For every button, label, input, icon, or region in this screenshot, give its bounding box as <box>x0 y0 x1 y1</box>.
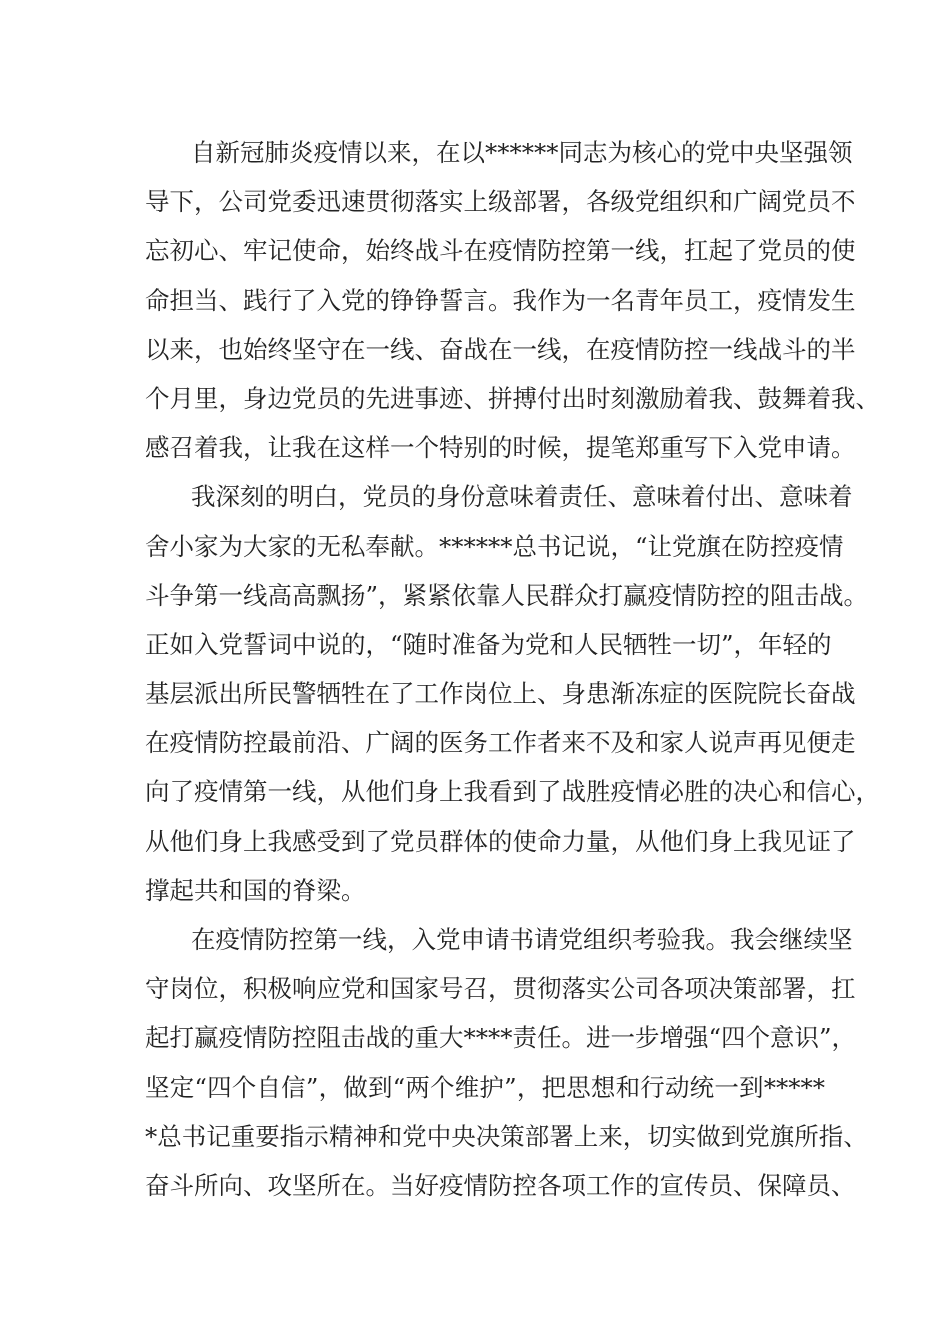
paragraph-2-line-3: 斗争第一线高高飘扬”，紧紧依靠人民群众打赢疫情防控的阻击战。 <box>145 580 869 610</box>
paragraph-1-line-2: 导下，公司党委迅速贯彻落实上级部署，各级党组织和广阔党员不 <box>145 187 856 217</box>
paragraph-3-line-3: 起打赢疫情防控阻击战的重大****责任。进一步增强“四个意识”， <box>145 1023 857 1053</box>
paragraph-2-line-2: 舍小家为大家的无私奉献。******总书记说，“让党旗在防控疫情 <box>145 531 844 561</box>
paragraph-3-line-6: 奋斗所向、攻坚所在。当好疫情防控各项工作的宣传员、保障员、 <box>145 1170 856 1200</box>
paragraph-3-line-5: *总书记重要指示精神和党中央决策部署上来，切实做到党旗所指、 <box>145 1121 868 1151</box>
paragraph-3-line-4: 坚定“四个自信”，做到“两个维护”，把思想和行动统一到***** <box>145 1072 825 1102</box>
paragraph-1-line-5: 以来，也始终坚守在一线、奋战在一线，在疫情防控一线战斗的半 <box>145 334 856 364</box>
paragraph-2-line-7: 向了疫情第一线，从他们身上我看到了战胜疫情必胜的决心和信心， <box>145 777 880 807</box>
paragraph-2-line-4: 正如入党誓词中说的，“随时准备为党和人民牺牲一切”，年轻的 <box>145 629 832 659</box>
paragraph-1-line-1: 自新冠肺炎疫情以来，在以******同志为核心的党中央坚强领 <box>191 138 853 167</box>
paragraph-1-line-7: 感召着我，让我在这样一个特别的时候，提笔郑重写下入党申请。 <box>145 433 856 463</box>
paragraph-2-line-5: 基层派出所民警牺牲在了工作岗位上、身患渐冻症的医院院长奋战 <box>145 679 856 709</box>
paragraph-2-line-9: 撑起共和国的脊梁。 <box>145 875 366 905</box>
paragraph-3-line-1: 在疫情防控第一线，入党申请书请党组织考验我。我会继续坚 <box>191 925 853 954</box>
paragraph-2-line-1: 我深刻的明白，党员的身份意味着责任、意味着付出、意味着 <box>191 482 853 512</box>
paragraph-2-line-8: 从他们身上我感受到了党员群体的使命力量，从他们身上我见证了 <box>145 826 856 856</box>
paragraph-1-line-3: 忘初心、牢记使命，始终战斗在疫情防控第一线，扛起了党员的使 <box>145 236 856 266</box>
paragraph-1-line-4: 命担当、践行了入党的铮铮誓言。我作为一名青年员工，疫情发生 <box>145 285 856 315</box>
paragraph-3-line-2: 守岗位，积极响应党和国家号召，贯彻落实公司各项决策部署，扛 <box>145 974 856 1004</box>
document-body <box>145 128 880 1210</box>
paragraph-2-line-6: 在疫情防控最前沿、广阔的医务工作者来不及和家人说声再见便走 <box>145 728 856 758</box>
paragraph-1-line-6: 个月里，身边党员的先进事迹、拼搏付出时刻激励着我、鼓舞着我、 <box>145 383 880 413</box>
